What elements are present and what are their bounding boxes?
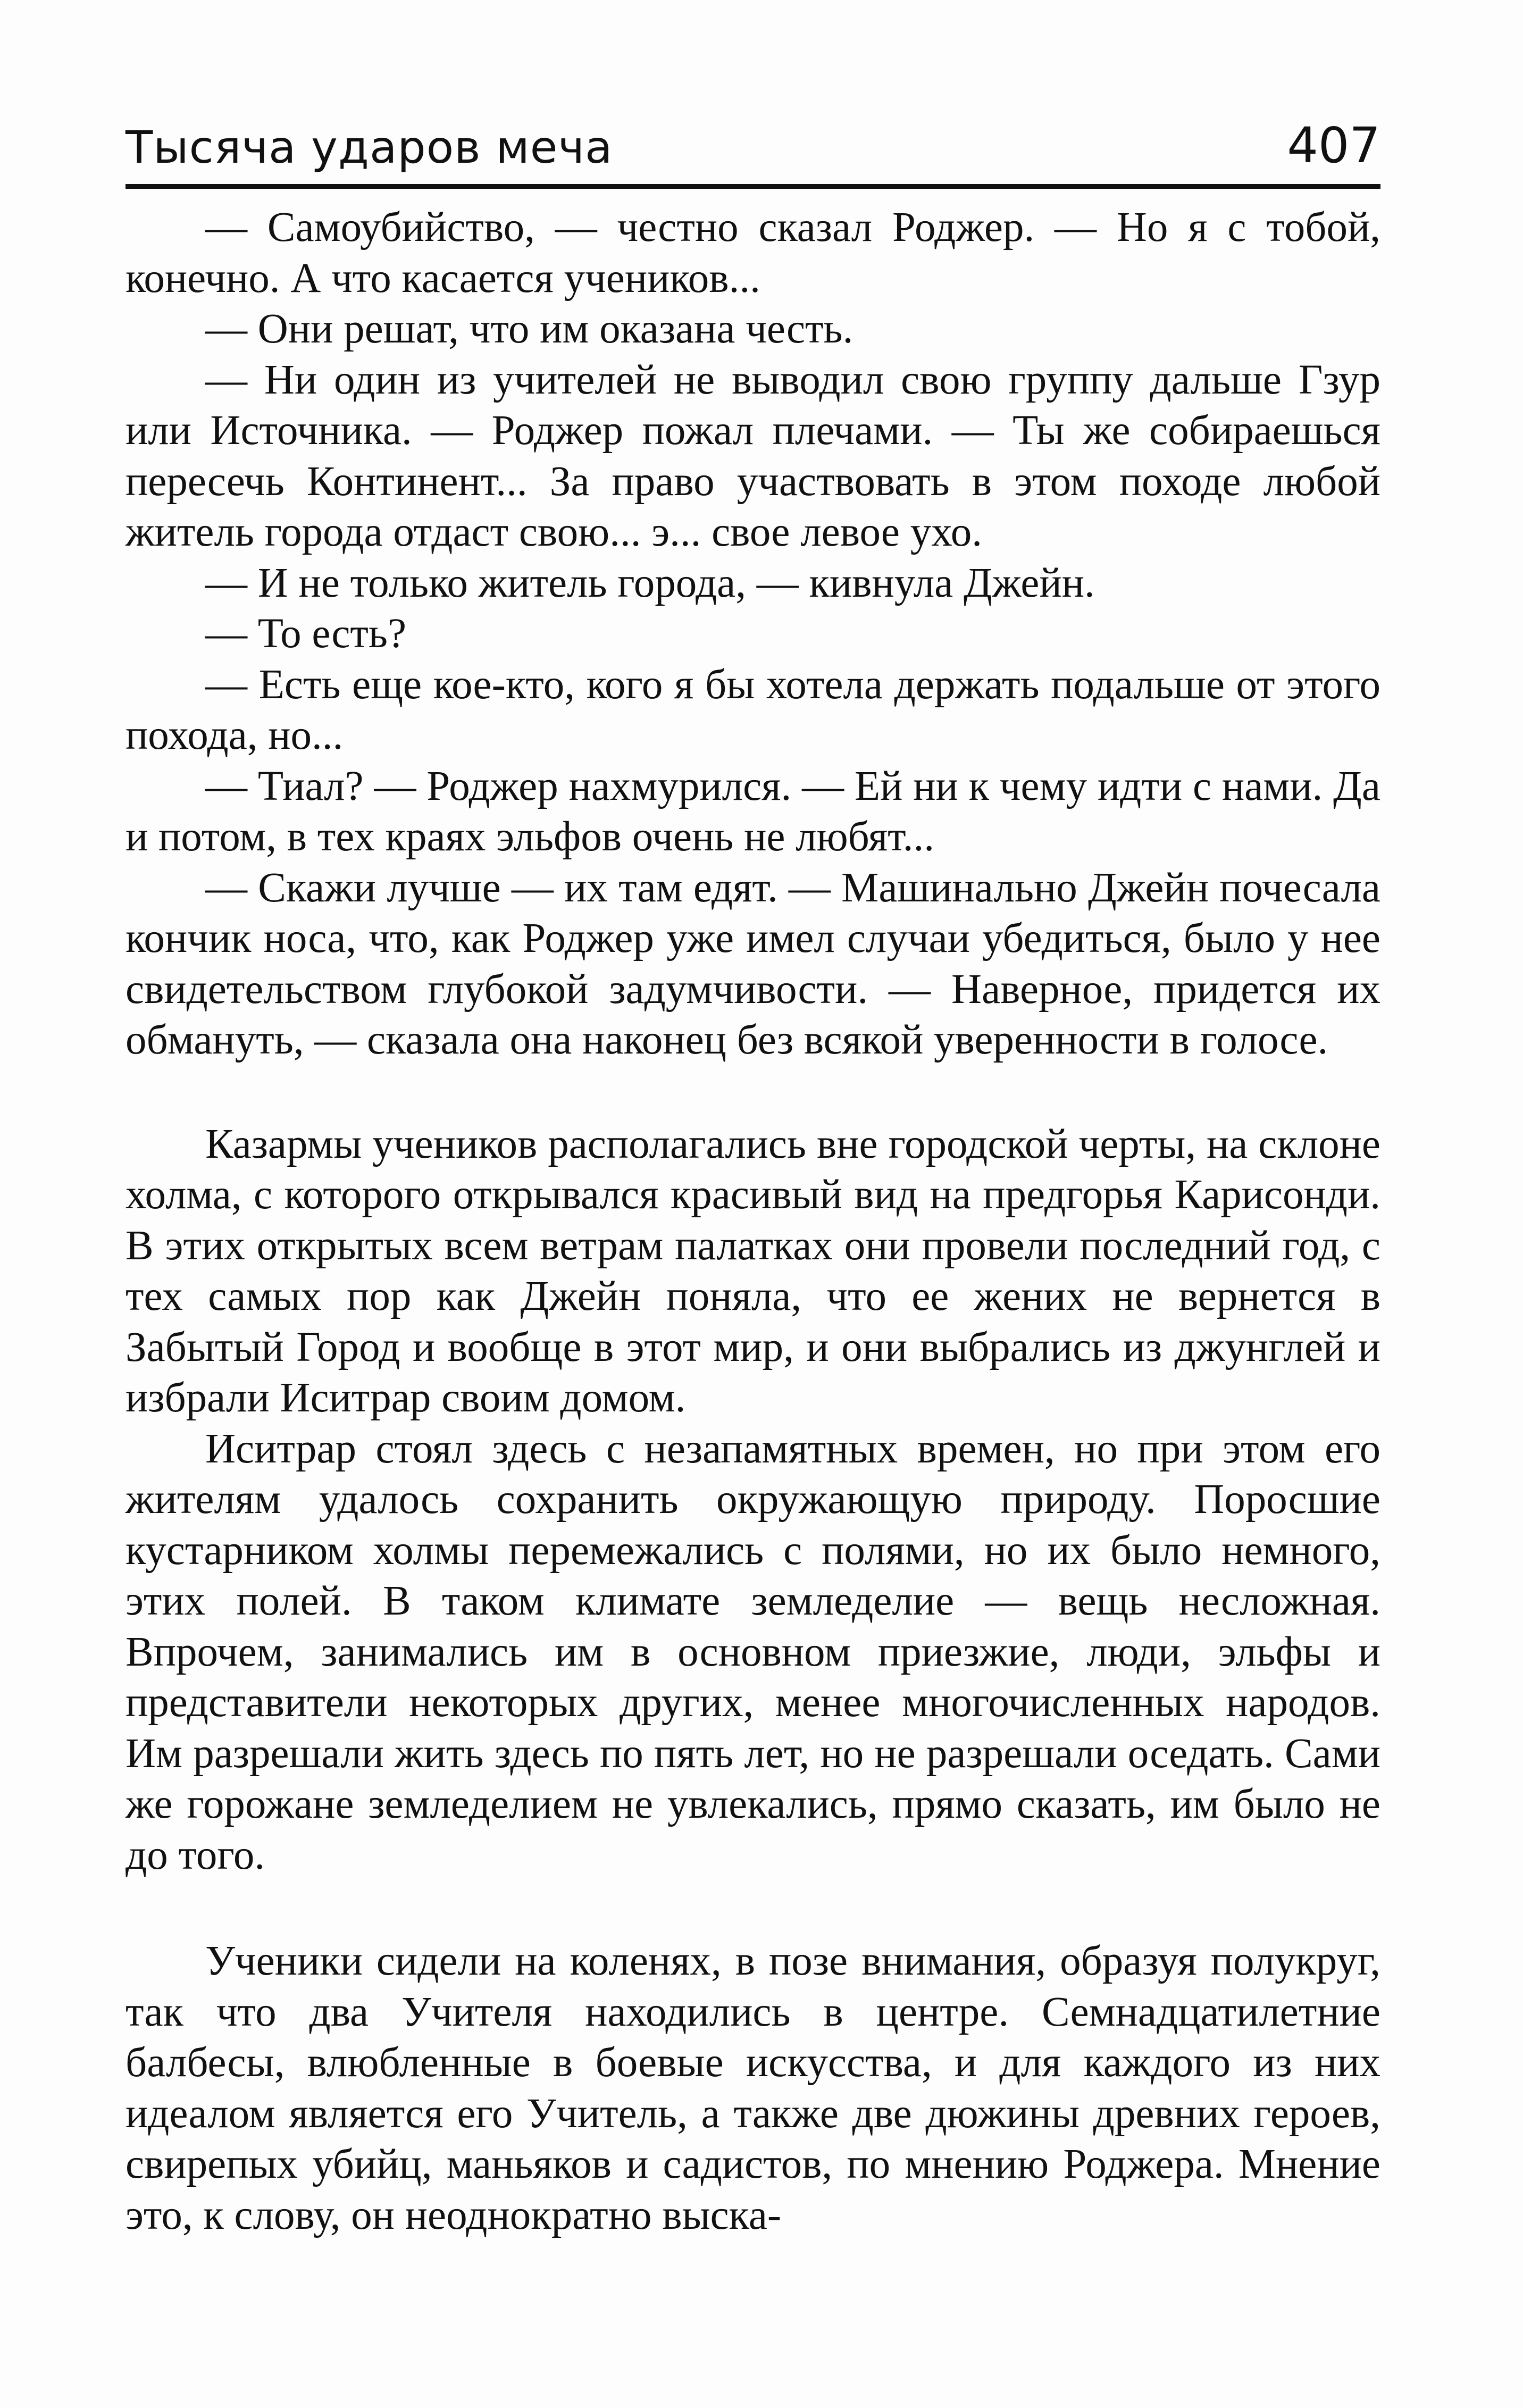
- running-head: [125, 112, 1380, 175]
- section-break: [125, 1066, 1380, 1119]
- paragraph: Иситрар стоял здесь с незапамятных времен, но при этом его жителям удалось сохранить окружающую природу. Поросшие кустарником холмы перемежались с полями, но их было немного, этих полей. В таком климате земледелие — вещь несложная. Впрочем, занимались им в основном приезжие, люди, эльфы и представители некоторых других, менее многочисленных народов. Им разрешали жить здесь по пять лет, но не разрешали оседать. Сами же горожане земледелием не увлекались, прямо сказать, им было не до того.: [125, 1425, 1380, 1878]
- section-break: [125, 1880, 1380, 1936]
- paragraph: — И не только житель города, — кивнула Джейн.: [205, 559, 1095, 606]
- paragraph: — То есть?: [205, 611, 407, 657]
- paragraph: Ученики сидели на коленях, в позе внимания, образуя полукруг, так что два Учителя находились в центре. Семнадцатилетние балбесы, влюбленные в боевые искусства, и для каждого из них идеалом является его Учитель, а также две дюжины древних героев, свирепых убийц, маньяков и садистов, по мнению Роджера. Мнение это, к слову, он неоднократно выска-: [125, 1938, 1380, 2238]
- paragraph: — Они решат, что им оказана честь.: [205, 306, 853, 352]
- header-rule: [125, 184, 1380, 189]
- paragraph: — Скажи лучше — их там едят. — Машинально Джейн почесала кончик носа, что, как Роджер уже имел случаи убедиться, было у нее свидетельством глубокой задумчивости. — Наверное, придется их обмануть, — сказала она наконец без всякой уверенности в голосе.: [125, 864, 1380, 1063]
- page-number: 407: [1287, 117, 1380, 174]
- paragraph: — Есть еще кое-кто, кого я бы хотела держать подальше от этого похода, но...: [125, 661, 1380, 758]
- page-body: [125, 202, 1380, 2240]
- students-section: [125, 1936, 1380, 2240]
- paragraph: Казармы учеников располагались вне городской черты, на склоне холма, с которого открывался красивый вид на предгорья Карисонди. В этих открытых всем ветрам палатках они провели последний год, с тех самых пор как Джейн поняла, что ее жених не вернется в Забытый Город и вообще в этот мир, и они выбрались из джунглей и избрали Иситрар своим домом.: [125, 1121, 1380, 1421]
- dialogue-section: [125, 202, 1380, 1066]
- paragraph: — Самоубийство, — честно сказал Роджер. — Но я с тобой, конечно. А что касается учеников...: [125, 204, 1380, 302]
- paragraph: — Ни один из учителей не выводил свою группу дальше Гзур или Источника. — Роджер пожал плечами. — Ты же собираешься пересечь Континент... За право участвовать в этом походе любой житель города отдаст свою... э... свое левое ухо.: [125, 356, 1380, 555]
- barracks-section: [125, 1119, 1380, 1881]
- paragraph: — Тиал? — Роджер нахмурился. — Ей ни к чему идти с нами. Да и потом, в тех краях эльфов очень не любят...: [125, 763, 1380, 860]
- running-title: Тысяча ударов меча: [125, 121, 613, 173]
